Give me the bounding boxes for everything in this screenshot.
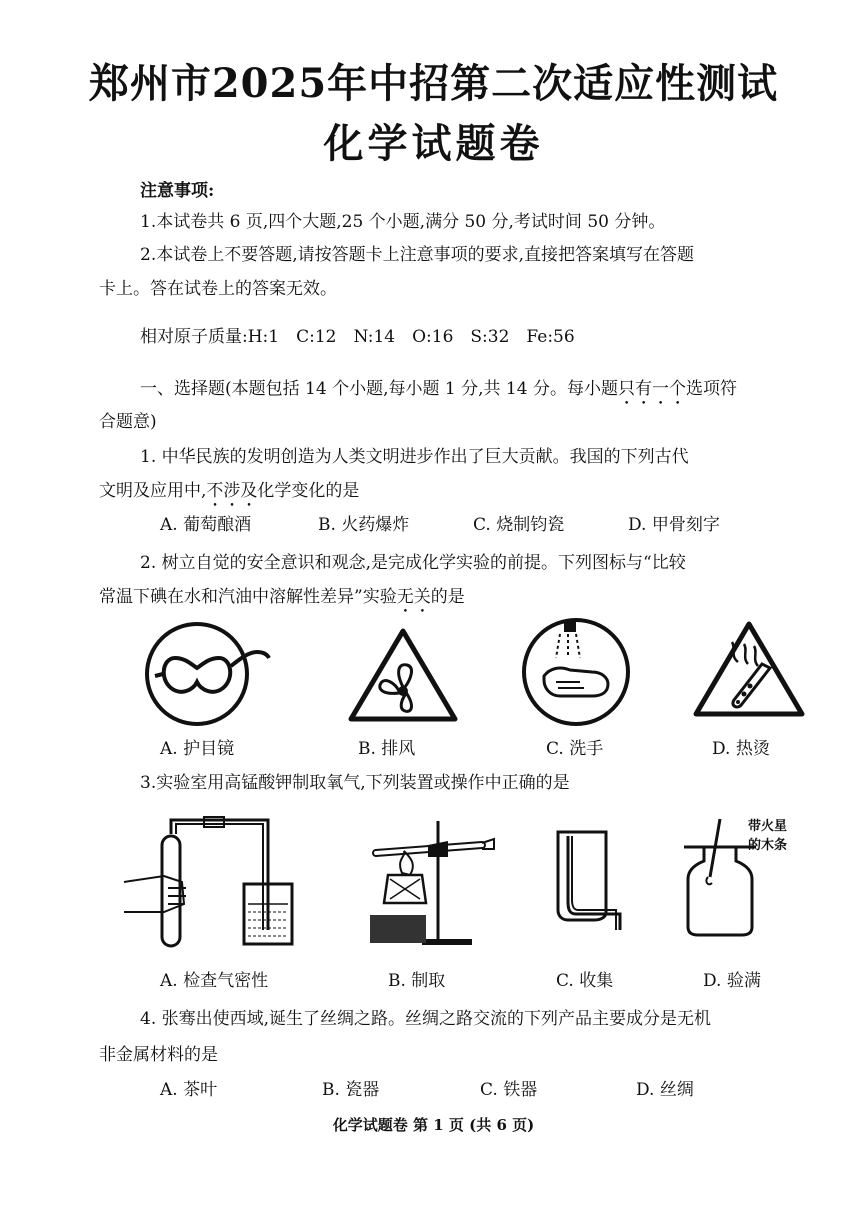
heating-apparatus-figure bbox=[362, 815, 502, 950]
q1-emphasis: 不涉及 bbox=[206, 481, 258, 501]
goggles-icon bbox=[145, 618, 273, 730]
q2-option-b: B. 排风 bbox=[358, 739, 416, 759]
q3-option-c: C. 收集 bbox=[556, 971, 614, 991]
q4-line-1: 4. 张骞出使西域,诞生了丝绸之路。丝绸之路交流的下列产品主要成分是无机 bbox=[140, 1009, 712, 1029]
q3-option-d: D. 验满 bbox=[703, 971, 761, 991]
atomic-mass-line: 相对原子质量:H:1 C:12 N:14 O:16 S:32 Fe:56 bbox=[140, 327, 575, 347]
section-1-line-1 bbox=[140, 374, 737, 409]
section-1-text-b: 选项符 bbox=[685, 379, 737, 399]
q4-line-2: 非金属材料的是 bbox=[99, 1045, 218, 1065]
page-title: 郑州市2025年中招第二次适应性测试 bbox=[88, 60, 779, 107]
section-1-line-2: 合题意) bbox=[99, 412, 157, 432]
page-subtitle: 化学试题卷 bbox=[323, 120, 544, 167]
airtightness-apparatus-figure bbox=[120, 812, 300, 952]
q4-option-a: A. 茶叶 bbox=[160, 1080, 218, 1100]
q1-text-b: 化学变化的是 bbox=[257, 481, 360, 501]
q2-option-d: D. 热烫 bbox=[712, 739, 770, 759]
q2-line-2 bbox=[99, 582, 465, 617]
q3-option-a: A. 检查气密性 bbox=[160, 971, 269, 991]
q2-line-1: 2. 树立自觉的安全意识和观念,是完成化学实验的前提。下列图标与“比较 bbox=[140, 553, 686, 573]
q4-option-c: C. 铁器 bbox=[480, 1080, 538, 1100]
q1-line-2 bbox=[99, 476, 359, 511]
notice-item-2-line-2: 卡上。答在试卷上的答案无效。 bbox=[99, 279, 337, 299]
q1-line-1: 1. 中华民族的发明创造为人类文明进步作出了巨大贡献。我国的下列古代 bbox=[140, 447, 689, 467]
section-1-text-a: 一、选择题(本题包括 14 个小题,每小题 1 分,共 14 分。每小题 bbox=[140, 379, 618, 399]
q3-line-1: 3.实验室用高锰酸钾制取氧气,下列装置或操作中正确的是 bbox=[140, 773, 570, 793]
q1-option-c: C. 烧制钧瓷 bbox=[473, 515, 565, 535]
notice-item-2-line-1: 2.本试卷上不要答题,请按答题卡上注意事项的要求,直接把答案填写在答题 bbox=[140, 245, 695, 265]
section-1-emphasis: 只有一个 bbox=[617, 379, 686, 399]
q1-option-d: D. 甲骨刻字 bbox=[628, 515, 720, 535]
q2-emphasis: 无关 bbox=[396, 587, 431, 607]
q4-option-b: B. 瓷器 bbox=[322, 1080, 380, 1100]
q2-option-c: C. 洗手 bbox=[546, 739, 604, 759]
q1-option-a: A. 葡萄酿酒 bbox=[160, 515, 252, 535]
q1-option-b: B. 火药爆炸 bbox=[318, 515, 410, 535]
q3-option-b: B. 制取 bbox=[388, 971, 446, 991]
notice-heading: 注意事项: bbox=[140, 181, 215, 201]
page-footer: 化学试题卷 第 1 页 (共 6 页) bbox=[332, 1116, 535, 1134]
splint-label-line-2: 的木条 bbox=[748, 838, 788, 853]
q2-option-a: A. 护目镜 bbox=[160, 739, 235, 759]
fan-icon bbox=[345, 625, 461, 725]
notice-item-1: 1.本试卷共 6 页,四个大题,25 个小题,满分 50 分,考试时间 50 分钟。 bbox=[140, 212, 666, 232]
hand-wash-icon bbox=[520, 612, 632, 730]
q4-option-d: D. 丝绸 bbox=[636, 1080, 694, 1100]
splint-label-line-1: 带火星 bbox=[748, 819, 788, 834]
gas-collection-figure bbox=[548, 822, 628, 934]
hot-surface-icon bbox=[690, 618, 808, 720]
q2-text-b: 的是 bbox=[430, 587, 465, 607]
q1-text-a: 文明及应用中, bbox=[99, 481, 207, 501]
q2-text-a: 常温下碘在水和汽油中溶解性差异”实验 bbox=[99, 587, 397, 607]
